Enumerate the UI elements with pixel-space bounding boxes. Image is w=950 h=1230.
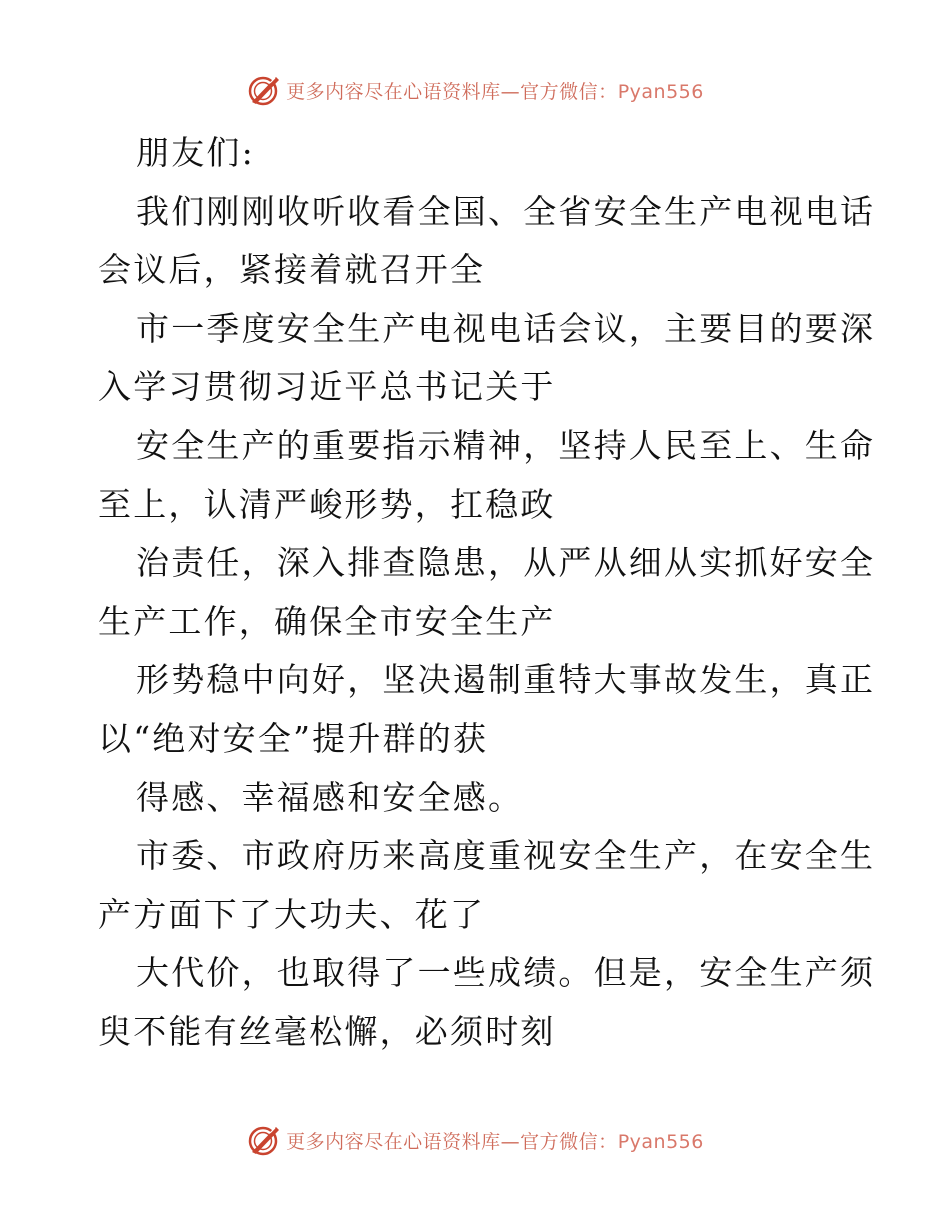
text-line: 会议后，紧接着就召开全 [98, 250, 486, 290]
watermark-id: Pyan556 [617, 80, 704, 103]
footer-watermark [0, 1122, 950, 1158]
text-line: 得感、幸福感和安全感。 [136, 777, 524, 817]
watermark-dash: — [500, 1130, 521, 1153]
text-line: 市委、市政府历来高度重视安全生产，在安全生 [136, 836, 876, 876]
pen-logo-icon [246, 72, 282, 108]
text-line: 朋友们: [136, 133, 255, 172]
text-line: 大代价，也取得了一些成绩。但是，安全生产须 [136, 953, 876, 993]
watermark-label: 官方微信： [520, 1130, 618, 1153]
text-line: 我们刚刚收听收看全国、全省安全生产电视电话 [136, 191, 876, 231]
text-line: 入学习贯彻习近平总书记关于 [98, 367, 556, 407]
text-line: 至上，认清严峻形势，扛稳政 [98, 484, 556, 524]
document-body [98, 124, 876, 1062]
watermark-id: Pyan556 [617, 1130, 704, 1153]
text-line: 市一季度安全生产电视电话会议，主要目的要深 [136, 308, 876, 348]
text-line: 以“绝对安全”提升群的获 [98, 718, 489, 758]
watermark-text [286, 1127, 704, 1154]
text-line: 形势稳中向好，坚决遏制重特大事故发生，真正 [136, 660, 876, 700]
header-watermark [0, 72, 950, 108]
text-line: 治责任，深入排查隐患，从严从细从实抓好安全 [136, 543, 876, 583]
pen-logo-icon [246, 1122, 282, 1158]
watermark-main: 更多内容尽在心语资料库 [286, 80, 501, 103]
watermark-label: 官方微信： [520, 80, 618, 103]
watermark-dash: — [500, 80, 521, 103]
text-line: 生产工作，确保全市安全生产 [98, 601, 556, 641]
text-line: 安全生产的重要指示精神，坚持人民至上、生命 [136, 425, 876, 465]
text-line: 臾不能有丝毫松懈，必须时刻 [98, 1011, 556, 1051]
watermark-main: 更多内容尽在心语资料库 [286, 1130, 501, 1153]
watermark-text [286, 77, 704, 104]
text-line: 产方面下了大功夫、花了 [98, 894, 486, 934]
